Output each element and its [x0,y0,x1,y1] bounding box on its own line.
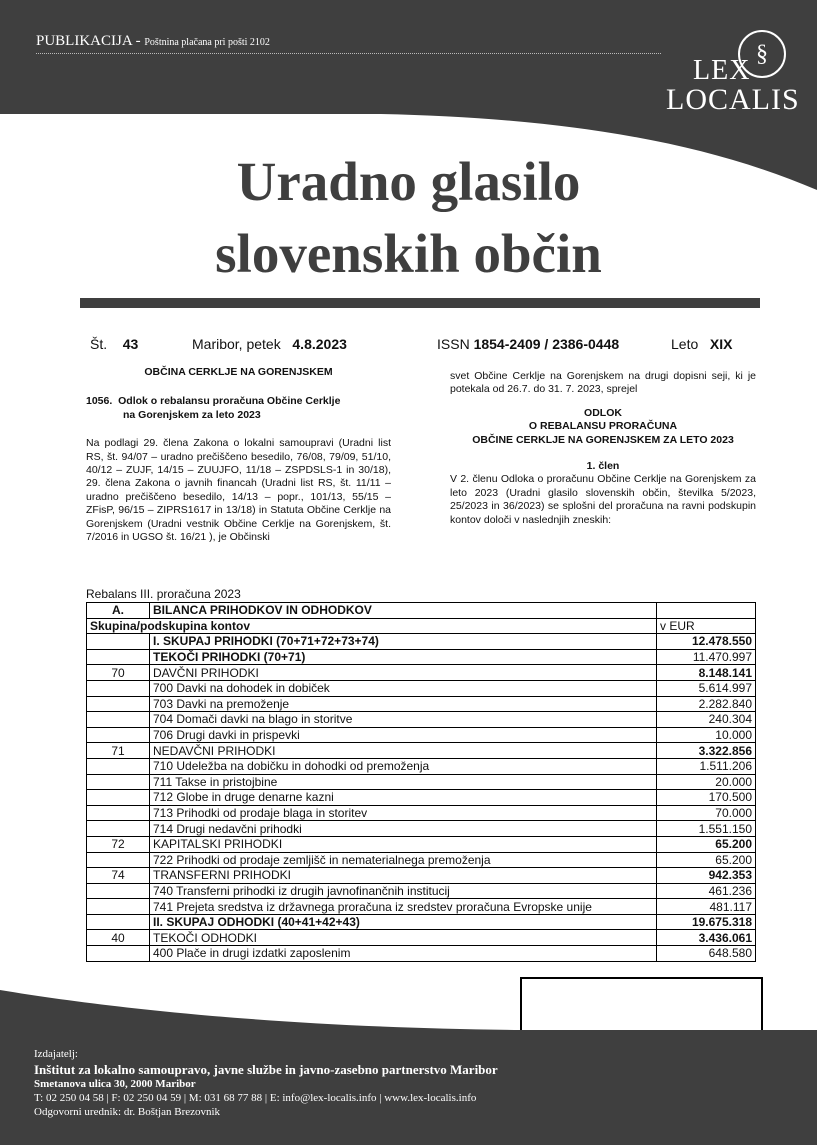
table-row [87,930,756,946]
row-code [87,805,150,821]
table-row [87,634,756,650]
row-value: 461.236 [657,883,756,899]
dotted-divider [36,53,661,54]
left-column [86,366,391,544]
row-code [87,852,150,868]
table-row [87,774,756,790]
footer-publisher-label: Izdajatelj: [34,1048,78,1060]
footer-publisher: Inštitut za lokalno samoupravo, javne službe in javno-zasebno partnerstvo Maribor [34,1062,498,1077]
row-label: TEKOČI ODHODKI [150,930,657,946]
table-row [87,852,756,868]
row-value: 2.282.840 [657,696,756,712]
decree-title-1: Odlok o rebalansu proračuna Občine Cerklje [118,395,341,408]
row-label: TRANSFERNI PRIHODKI [150,868,657,884]
adoption-paragraph: svet Občine Cerklje na Gorenjskem na drugi dopisni seji, ki je potekala od 26.7. do 31. 7. 2023, sprejel [450,370,756,396]
page-title-line1: Uradno glasilo [236,151,581,212]
row-code [87,883,150,899]
row-value: 1.551.150 [657,821,756,837]
table-row [87,727,756,743]
row-value: 240.304 [657,712,756,728]
postage-note: Poštnina plačana pri pošti 2102 [144,37,270,48]
row-label: 713 Prihodki od prodaje blaga in storitev [150,805,657,821]
row-value: 20.000 [657,774,756,790]
table-row [87,743,756,759]
row-code: 74 [87,868,150,884]
row-code: 40 [87,930,150,946]
right-column [450,370,756,527]
issn: ISSN 1854-2409 / 2386-0448 [437,336,620,352]
decree-heading [86,395,391,422]
paragraph-logo-icon: § [738,30,786,78]
row-code [87,899,150,915]
row-label: 706 Drugi davki in prispevki [150,727,657,743]
table-row [87,836,756,852]
row-code [87,790,150,806]
table-row [87,790,756,806]
table-row [87,946,756,962]
table-header-row [87,618,756,634]
row-code [87,946,150,962]
row-code [87,634,150,650]
row-label: 710 Udeležba na dobičku in dohodki od premoženja [150,758,657,774]
row-label: 712 Globe in druge denarne kazni [150,790,657,806]
logo-lex: LEX [693,55,751,86]
issue-number: Št. 43 [90,336,139,352]
row-code [87,649,150,665]
row-code [87,727,150,743]
row-code [87,914,150,930]
publication-label: PUBLIKACIJA - Poštnina plačana pri pošti 2102 [36,33,270,49]
section-code: A. [87,603,150,619]
row-value: 12.478.550 [657,634,756,650]
footer-contacts: T: 02 250 04 58 | F: 02 250 04 59 | M: 031 68 77 88 | E: info@lex-localis.info | www.lex-localis.info [34,1092,477,1104]
row-value: 10.000 [657,727,756,743]
logo-localis: LOCALIS [666,83,800,116]
row-value: 3.322.856 [657,743,756,759]
group-header: Skupina/podskupina kontov [87,618,657,634]
row-value: 70.000 [657,805,756,821]
municipality-heading: OBČINA CERKLJE NA GORENJSKEM [144,366,333,378]
table-row [87,914,756,930]
row-value: 65.200 [657,836,756,852]
row-value: 1.511.206 [657,758,756,774]
issue-date: Maribor, petek 4.8.2023 [192,336,347,352]
odlok-subheading-2: OBČINE CERKLJE NA GORENJSKEM ZA LETO 2023 [472,433,734,446]
row-label: TEKOČI PRIHODKI (70+71) [150,649,657,665]
row-label: II. SKUPAJ ODHODKI (40+41+42+43) [150,914,657,930]
row-code [87,712,150,728]
table-caption: Rebalans III. proračuna 2023 [86,587,241,601]
table-row [87,712,756,728]
odlok-subheading: O REBALANSU PRORAČUNA [528,420,678,433]
table-row [87,680,756,696]
decree-number: 1056. [86,395,113,408]
row-label: 703 Davki na premoženje [150,696,657,712]
footer-address: Smetanova ulica 30, 2000 Maribor [34,1078,196,1090]
row-value: 942.353 [657,868,756,884]
row-label: 722 Prihodki od prodaje zemljišč in nematerialnega premoženja [150,852,657,868]
row-label: 711 Takse in pristojbine [150,774,657,790]
article-paragraph: V 2. členu Odloka o proračunu Občine Cerklje na Gorenjskem za leto 2023 (Uradni glasilo slovenskih občin, številka 5/2023, 25/2023 in 36/2023) se splošni del proračuna na ravni podskupin kontov določi v naslednjih zneskih: [450,473,756,526]
row-code [87,774,150,790]
budget-table [86,602,756,962]
row-code [87,680,150,696]
row-code: 70 [87,665,150,681]
row-label: 714 Drugi nedavčni prihodki [150,821,657,837]
odlok-heading: ODLOK [584,406,622,419]
row-code: 72 [87,836,150,852]
row-code: 71 [87,743,150,759]
row-value: 481.117 [657,899,756,915]
decree-title-2: na Gorenjskem za leto 2023 [123,408,261,421]
row-code [87,821,150,837]
row-label: 400 Plače in drugi izdatki zaposlenim [150,946,657,962]
unit-header: v EUR [657,618,756,634]
table-row [87,821,756,837]
row-value: 5.614.997 [657,680,756,696]
article-heading: 1. člen [586,460,620,473]
row-label: 704 Domači davki na blago in storitve [150,712,657,728]
row-label: NEDAVČNI PRIHODKI [150,743,657,759]
table-row [87,758,756,774]
row-label: 741 Prejeta sredstva iz državnega proračuna iz sredstev proračuna Evropske unije [150,899,657,915]
row-value: 3.436.061 [657,930,756,946]
row-label: DAVČNI PRIHODKI [150,665,657,681]
table-section-row [87,603,756,619]
row-value: 19.675.318 [657,914,756,930]
row-value: 170.500 [657,790,756,806]
preamble-paragraph: Na podlagi 29. člena Zakona o lokalni samoupravi (Uradni list RS, št. 94/07 – uradno prečiščeno besedilo, 76/08, 79/09, 51/10, 40/12 – ZUJF, 14/15 – ZUUJFO, 11/18 – ZSPDSLS-1 in 30/18), 29. člena Zakona o javnih financah (Uradni list RS, št. 11/11 – uradno prečiščeno besedilo, 14/13 – popr., 101/13, 55/15 – ZFisP, 96/15 – ZIPRS1617 in 13/18) in Statuta Občine Cerklje na Gorenjskem (Uradni vestnik Občine Cerklje na Gorenjskem, št. 7/2016 in UGSO št. 16/21 ), je Občinski [86,437,391,544]
table-row [87,649,756,665]
row-code [87,758,150,774]
table-row [87,805,756,821]
row-code [87,696,150,712]
row-value: 65.200 [657,852,756,868]
table-row [87,665,756,681]
table-row [87,883,756,899]
title-divider [80,298,760,308]
row-value: 8.148.141 [657,665,756,681]
volume-year: Leto XIX [671,336,733,352]
row-value: 648.580 [657,946,756,962]
row-label: 740 Transferni prihodki iz drugih javnofinančnih institucij [150,883,657,899]
row-value: 11.470.997 [657,649,756,665]
footer-editor: Odgovorni urednik: dr. Boštjan Brezovnik [34,1106,221,1118]
row-label: I. SKUPAJ PRIHODKI (70+71+72+73+74) [150,634,657,650]
table-row [87,868,756,884]
row-label: 700 Davki na dohodek in dobiček [150,680,657,696]
section-title: BILANCA PRIHODKOV IN ODHODKOV [150,603,657,619]
page-title-line2: slovenskih občin [215,223,602,284]
table-row [87,696,756,712]
section-empty [657,603,756,619]
row-label: KAPITALSKI PRIHODKI [150,836,657,852]
table-row [87,899,756,915]
